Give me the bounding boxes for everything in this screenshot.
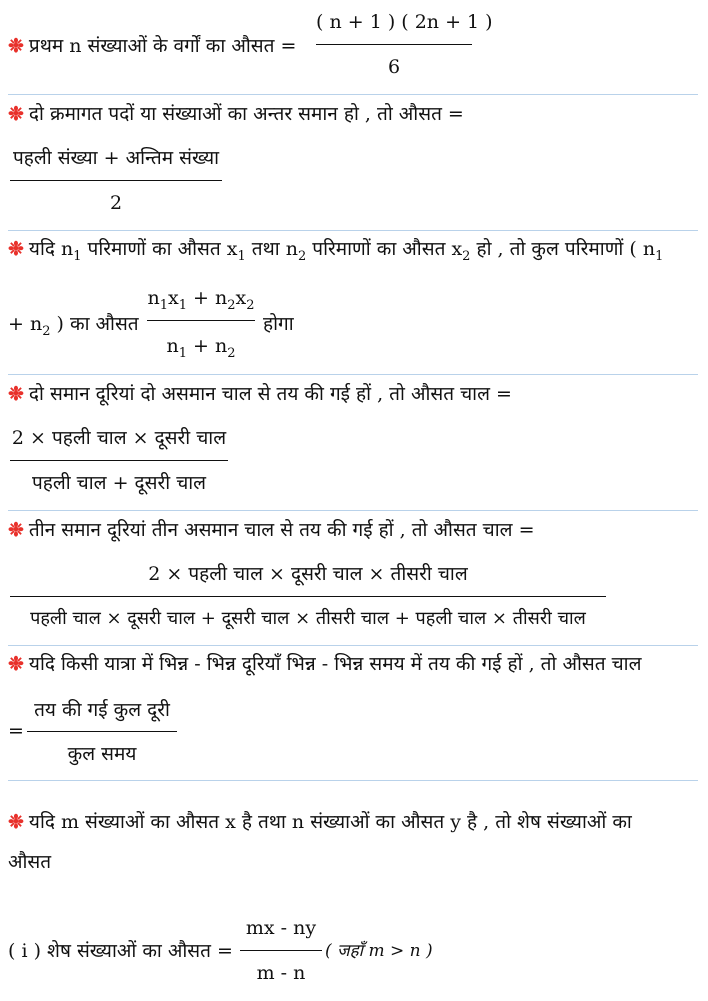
formula-6-lead: =	[8, 720, 24, 742]
formula-3-denominator: $n_1 + n_2$	[166, 335, 236, 361]
section-divider	[8, 230, 698, 231]
section-1-statement: ❉ प्रथम n संख्याओं के वर्गों का औसत =	[8, 35, 297, 57]
formula-2-numerator: पहली संख्या + अन्तिम संख्या	[12, 147, 220, 169]
formula-5-denominator: पहली चाल × दूसरी चाल + दूसरी चाल × तीसरी चाल + पहली चाल × तीसरी चाल	[30, 608, 586, 629]
formula-1-numerator: ( n + 1 ) ( 2n + 1 )	[316, 11, 493, 33]
section-7-statement-cont: औसत	[8, 851, 52, 873]
bullet-icon: ❉	[8, 35, 24, 57]
formula-7-fraction-bar	[240, 950, 322, 951]
formula-7-numerator: mx - ny	[245, 917, 317, 939]
section-2-statement: ❉ दो क्रमागत पदों या संख्याओं का अन्तर समान हो , तो औसत =	[8, 103, 464, 125]
formula-7-denominator: m - n	[256, 962, 306, 984]
formula-3-fraction-bar	[147, 320, 255, 321]
formula-3-tail: होगा	[263, 313, 294, 335]
formula-7-condition-note: ( जहाँ m > n )	[325, 941, 433, 961]
section-3-statement: ❉ यदि $n_1$ परिमाणों का औसत $x_1$ तथा $n_2$ परिमाणों का औसत $x_2$ हो , तो कुल परिमाणों ( $n_1$	[8, 238, 664, 264]
bullet-icon: ❉	[8, 653, 24, 675]
formula-4-numerator: 2 × पहली चाल × दूसरी चाल	[11, 427, 227, 449]
formula-4-fraction-bar	[10, 460, 228, 461]
bullet-icon: ❉	[8, 238, 24, 260]
bullet-icon: ❉	[8, 383, 24, 405]
formula-4-denominator: पहली चाल + दूसरी चाल	[31, 472, 207, 494]
formula-7-lead: ( i ) शेष संख्याओं का औसत =	[8, 940, 233, 962]
section-divider	[8, 374, 698, 375]
formula-3-numerator: $n_1x_1 + n_2x_2$	[147, 287, 255, 313]
formula-5-numerator: 2 × पहली चाल × दूसरी चाल × तीसरी चाल	[148, 563, 468, 585]
formula-1-denominator: 6	[387, 56, 401, 78]
section-7-statement: ❉ यदि m संख्याओं का औसत x है तथा n संख्याओं का औसत y है , तो शेष संख्याओं का	[8, 811, 632, 833]
section-divider	[8, 780, 698, 781]
formula-6-numerator: तय की गई कुल दूरी	[34, 699, 170, 721]
formula-6-fraction-bar	[27, 731, 177, 732]
section-divider	[8, 510, 698, 511]
bullet-icon: ❉	[8, 103, 24, 125]
formula-3-lead: + $n_2$ ) का औसत	[8, 313, 139, 339]
formula-1-fraction-bar	[316, 44, 472, 45]
formula-6-denominator: कुल समय	[67, 743, 137, 765]
section-6-statement: ❉ यदि किसी यात्रा में भिन्न - भिन्न दूरियाँ भिन्न - भिन्न समय में तय की गई हों , तो औसत चाल	[8, 653, 642, 675]
formula-5-fraction-bar	[10, 596, 606, 597]
section-5-statement: ❉ तीन समान दूरियां तीन असमान चाल से तय की गई हों , तो औसत चाल =	[8, 519, 535, 541]
section-divider	[8, 645, 698, 646]
section-divider	[8, 94, 698, 95]
formula-2-fraction-bar	[10, 180, 222, 181]
bullet-icon: ❉	[8, 519, 24, 541]
section-4-statement: ❉ दो समान दूरियां दो असमान चाल से तय की गई हों , तो औसत चाल =	[8, 383, 512, 405]
formula-2-denominator: 2	[109, 192, 123, 214]
bullet-icon: ❉	[8, 811, 24, 833]
